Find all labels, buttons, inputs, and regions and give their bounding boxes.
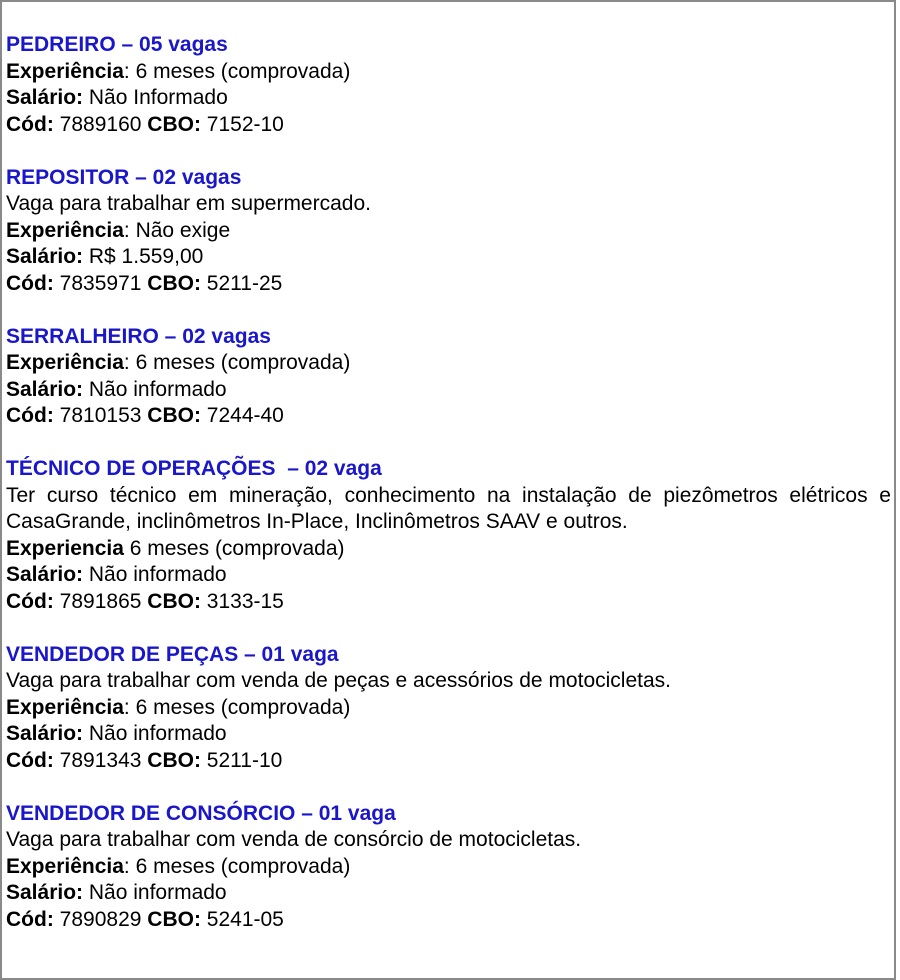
- experience-label: Experiência: [6, 854, 124, 878]
- experience-line: [6, 218, 891, 245]
- experience-value: : Não exige: [123, 218, 231, 242]
- cbo-value: 5241-05: [206, 907, 284, 931]
- code-value: 7890829: [59, 907, 142, 931]
- salary-line: [6, 562, 891, 589]
- job-listing: [6, 801, 891, 934]
- job-listings: [6, 32, 891, 960]
- salary-label: Salário:: [6, 245, 84, 268]
- experience-label: Experiencia: [6, 536, 124, 560]
- code-line: [6, 907, 891, 934]
- salary-line: [6, 85, 891, 112]
- cbo-label: CBO:: [147, 271, 201, 295]
- cbo-value: 7244-40: [206, 404, 284, 427]
- experience-line: [6, 59, 891, 86]
- experience-label: Experiência: [6, 695, 124, 719]
- salary-line: [6, 880, 891, 907]
- code-value: 7891343: [59, 748, 142, 772]
- code-label: Cód:: [6, 271, 54, 295]
- cbo-label: CBO:: [147, 748, 201, 772]
- salary-label: Salário:: [6, 86, 84, 109]
- experience-value: : 6 meses (comprovada): [123, 695, 351, 719]
- code-value: 7810153: [59, 404, 142, 427]
- salary-value: R$ 1.559,00: [88, 245, 204, 268]
- job-listing: [6, 324, 891, 430]
- salary-value: Não informado: [88, 881, 227, 904]
- cbo-label: CBO:: [147, 907, 201, 931]
- code-value: 7889160: [59, 112, 142, 136]
- code-line: [6, 403, 891, 430]
- job-listing: [6, 165, 891, 298]
- code-line: [6, 748, 891, 775]
- experience-line: [6, 350, 891, 377]
- salary-label: Salário:: [6, 377, 84, 401]
- job-title: REPOSITOR – 02 vagas: [6, 165, 242, 189]
- experience-value: : 6 meses (comprovada): [123, 854, 351, 878]
- cbo-label: CBO:: [147, 404, 201, 427]
- salary-value: Não informado: [88, 377, 227, 401]
- job-description: Vaga para trabalhar com venda de consórcio de motocicletas.: [6, 828, 582, 851]
- job-listing: [6, 642, 891, 775]
- job-listing: [6, 456, 891, 615]
- job-title: VENDEDOR DE CONSÓRCIO – 01 vaga: [6, 801, 396, 825]
- code-label: Cód:: [6, 748, 54, 772]
- salary-value: Não Informado: [88, 86, 228, 109]
- code-label: Cód:: [6, 112, 54, 136]
- job-listing: [6, 32, 891, 138]
- salary-value: Não informado: [88, 563, 227, 586]
- salary-line: [6, 721, 891, 748]
- code-label: Cód:: [6, 907, 54, 931]
- experience-value: : 6 meses (comprovada): [123, 59, 351, 83]
- experience-label: Experiência: [6, 59, 124, 83]
- code-line: [6, 271, 891, 298]
- experience-line: [6, 854, 891, 881]
- cbo-value: 5211-10: [206, 748, 283, 772]
- code-label: Cód:: [6, 404, 54, 427]
- experience-label: Experiência: [6, 351, 124, 374]
- code-label: Cód:: [6, 589, 54, 613]
- cbo-value: 7152-10: [206, 112, 284, 136]
- code-line: [6, 112, 891, 139]
- salary-label: Salário:: [6, 722, 84, 745]
- job-description: Vaga para trabalhar em supermercado.: [6, 192, 371, 215]
- salary-value: Não informado: [88, 722, 227, 745]
- job-title: TÉCNICO DE OPERAÇÕES – 02 vaga: [6, 457, 382, 480]
- job-title: SERRALHEIRO – 02 vagas: [6, 324, 271, 348]
- experience-value: : 6 meses (comprovada): [123, 351, 351, 374]
- experience-value: 6 meses (comprovada): [123, 536, 345, 560]
- cbo-label: CBO:: [147, 112, 201, 136]
- cbo-value: 5211-25: [206, 271, 283, 295]
- cbo-label: CBO:: [147, 589, 201, 613]
- experience-line: [6, 536, 891, 563]
- code-value: 7891865: [59, 589, 142, 613]
- code-line: [6, 589, 891, 616]
- salary-line: [6, 244, 891, 271]
- job-title: VENDEDOR DE PEÇAS – 01 vaga: [6, 642, 339, 666]
- salary-label: Salário:: [6, 563, 84, 586]
- salary-line: [6, 377, 891, 404]
- experience-line: [6, 695, 891, 722]
- job-description: Ter curso técnico em mineração, conhecimento na instalação de piezômetros elétricos e CasaGrande, inclinômetros In-Place, Inclinômetros SAAV e outros.: [6, 483, 891, 533]
- job-description: Vaga para trabalhar com venda de peças e acessórios de motocicletas.: [6, 669, 671, 692]
- salary-label: Salário:: [6, 881, 84, 904]
- experience-label: Experiência: [6, 218, 124, 242]
- job-title: PEDREIRO – 05 vagas: [6, 33, 228, 56]
- cbo-value: 3133-15: [206, 589, 284, 613]
- code-value: 7835971: [59, 271, 142, 295]
